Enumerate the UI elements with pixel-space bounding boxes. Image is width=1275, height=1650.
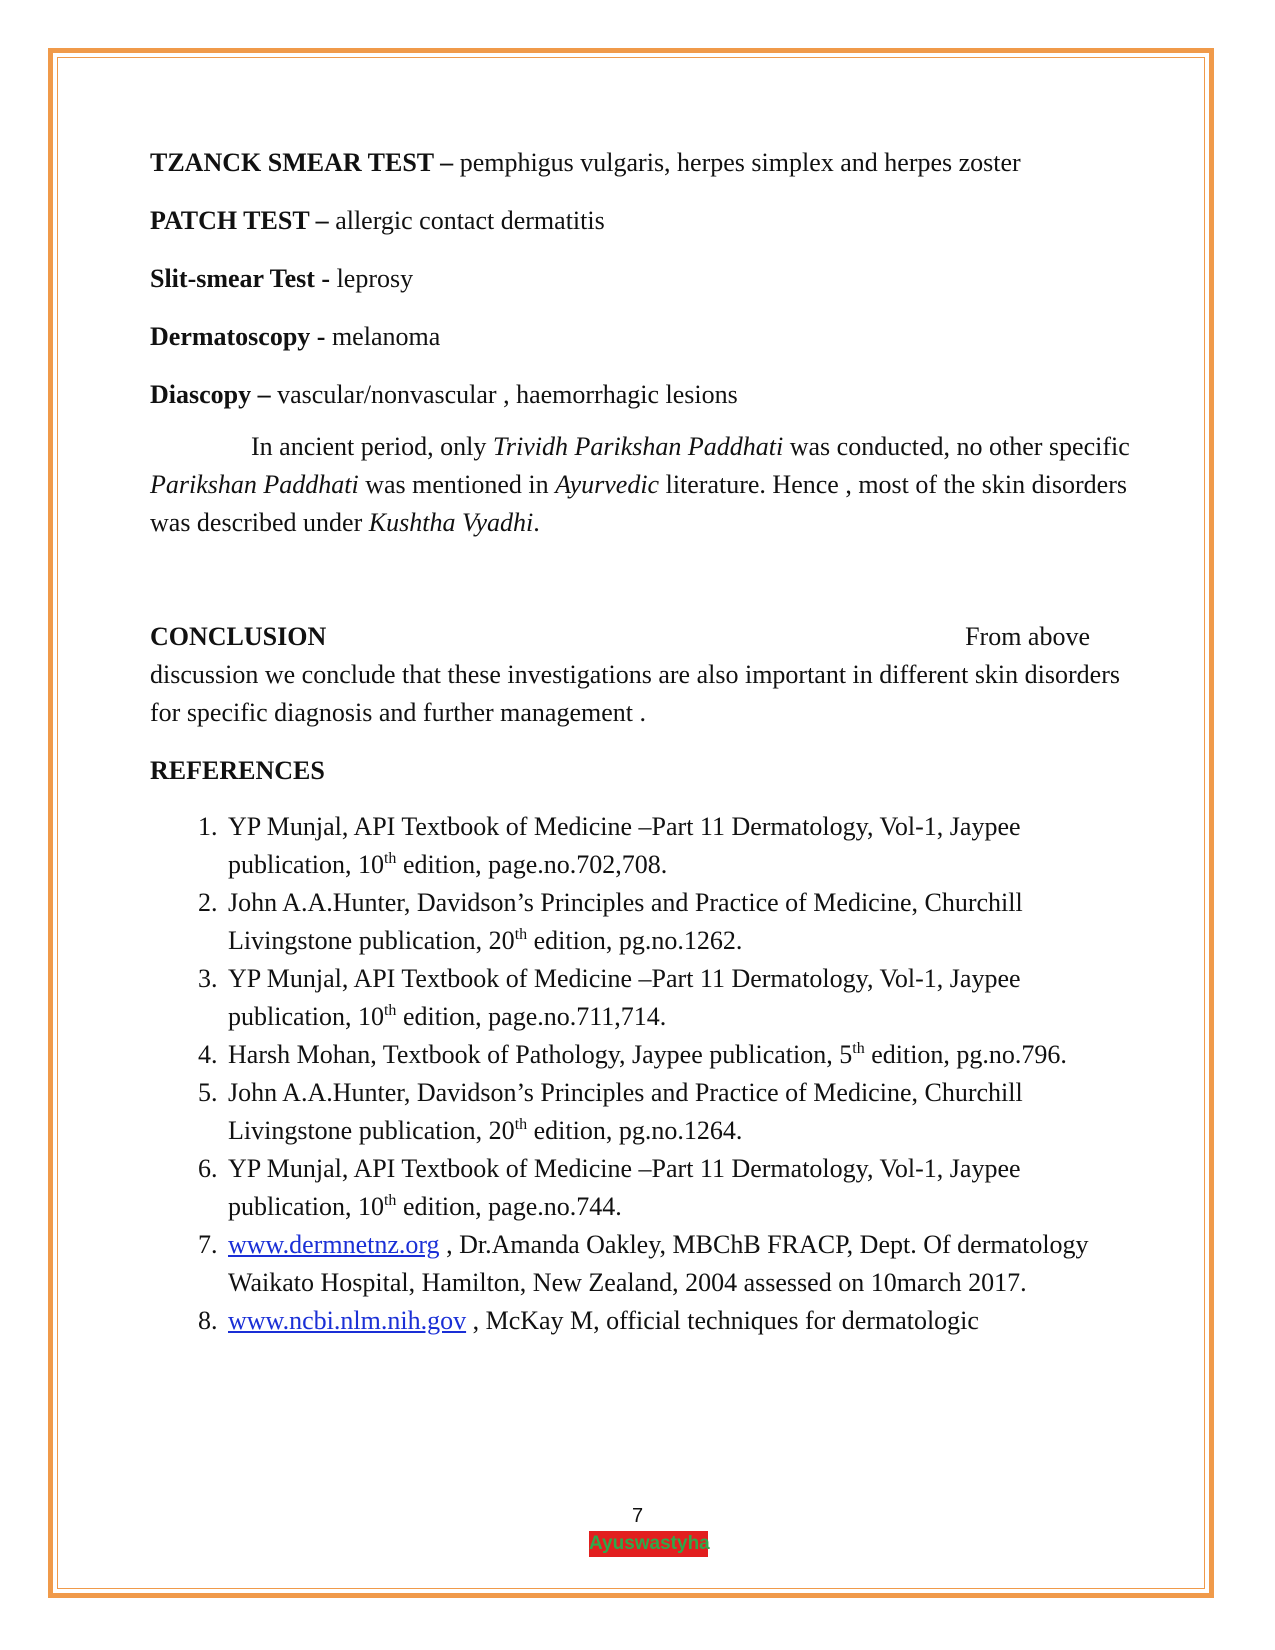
reference-text: edition, page.no.744.: [396, 1192, 622, 1221]
reference-text: YP Munjal, API Textbook of Medicine –Part 11 Dermatology, Vol-1, Jaypee publication, 10: [228, 812, 1021, 879]
journal-badge: Ayuswastyha: [589, 1531, 708, 1557]
reference-sup: th: [514, 926, 528, 943]
reference-text: edition, pg.no.796.: [864, 1040, 1067, 1069]
reference-sup: th: [383, 1192, 397, 1209]
references-list: [150, 808, 1130, 1340]
test-desc: allergic contact dermatitis: [328, 206, 605, 235]
paragraph-text: .: [533, 508, 540, 537]
conclusion-lead: From above: [965, 622, 1090, 651]
reference-text: edition, pg.no.1262.: [527, 926, 743, 955]
reference-text: YP Munjal, API Textbook of Medicine –Part 11 Dermatology, Vol-1, Jaypee publication, 10: [228, 1154, 1021, 1221]
reference-sup: th: [852, 1040, 865, 1057]
test-desc: melanoma: [325, 322, 441, 351]
paragraph-italic: Ayurvedic: [555, 470, 660, 499]
reference-sup: th: [514, 1116, 528, 1133]
test-item-diascopy: [150, 376, 1130, 414]
reference-item: [224, 1036, 1130, 1074]
test-item-dermatoscopy: [150, 318, 1130, 356]
reference-text: edition, page.no.702,708.: [396, 850, 668, 879]
test-item-slit-smear: [150, 260, 1130, 298]
paragraph-text: In ancient period, only: [251, 432, 493, 461]
reference-item: [224, 1302, 1130, 1340]
conclusion-heading-row: [150, 618, 1130, 656]
reference-item: [224, 884, 1130, 960]
reference-text: Harsh Mohan, Textbook of Pathology, Jaypee publication, 5: [228, 1040, 853, 1069]
test-desc: leprosy: [330, 264, 414, 293]
reference-text: John A.A.Hunter, Davidson’s Principles and Practice of Medicine, Churchill Livingstone publication, 20: [228, 1078, 1023, 1145]
reference-item: [224, 1150, 1130, 1226]
reference-sup: th: [383, 1002, 397, 1019]
paragraph-text: was conducted, no other specific: [783, 432, 1130, 461]
ancient-period-paragraph: [150, 428, 1130, 542]
reference-text: , McKay M, official techniques for dermatologic: [466, 1306, 979, 1335]
reference-item: [224, 960, 1130, 1036]
ncbi-link[interactable]: www.ncbi.nlm.nih.gov: [228, 1306, 467, 1335]
paragraph-italic: Trividh Parikshan Paddhati: [492, 432, 784, 461]
test-desc: pemphigus vulgaris, herpes simplex and herpes zoster: [453, 148, 1021, 177]
paragraph-italic: Parikshan Paddhati: [150, 470, 359, 499]
dermnetnz-link[interactable]: www.dermnetnz.org: [228, 1230, 440, 1259]
reference-item: [224, 1226, 1130, 1302]
test-term: Slit-smear Test -: [150, 264, 331, 293]
reference-item: [224, 1074, 1130, 1150]
conclusion-heading: CONCLUSION: [150, 622, 327, 651]
reference-sup: th: [383, 850, 397, 867]
reference-text: edition, pg.no.1264.: [527, 1116, 743, 1145]
paragraph-italic: Kushtha Vyadhi: [368, 508, 534, 537]
references-heading: REFERENCES: [150, 756, 325, 785]
paragraph-text: was mentioned in: [358, 470, 556, 499]
test-term: PATCH TEST –: [150, 206, 329, 235]
test-desc: vascular/nonvascular , haemorrhagic lesions: [270, 380, 738, 409]
paragraph-text: literature. Hence , most of the skin disorders was described under: [150, 470, 1127, 537]
reference-item: [224, 808, 1130, 884]
conclusion-body: discussion we conclude that these investigations are also important in different skin disorders for specific diagnosis and further management .: [150, 660, 1120, 727]
reference-text: YP Munjal, API Textbook of Medicine –Part 11 Dermatology, Vol-1, Jaypee publication, 10: [228, 964, 1021, 1031]
test-term: TZANCK SMEAR TEST –: [150, 148, 454, 177]
test-term: Diascopy –: [150, 380, 271, 409]
test-item-tzanck: [150, 144, 1130, 182]
page-content: [150, 144, 1130, 1340]
reference-text: edition, page.no.711,714.: [396, 1002, 667, 1031]
page-number: 7: [631, 1505, 644, 1527]
reference-text: , Dr.Amanda Oakley, MBChB FRACP, Dept. Of dermatology Waikato Hospital, Hamilton, New Zealand, 2004 assessed on 10march 2017.: [228, 1230, 1089, 1297]
reference-text: John A.A.Hunter, Davidson’s Principles and Practice of Medicine, Churchill Livingstone publication, 20: [228, 888, 1023, 955]
test-item-patch: [150, 202, 1130, 240]
test-term: Dermatoscopy -: [150, 322, 326, 351]
